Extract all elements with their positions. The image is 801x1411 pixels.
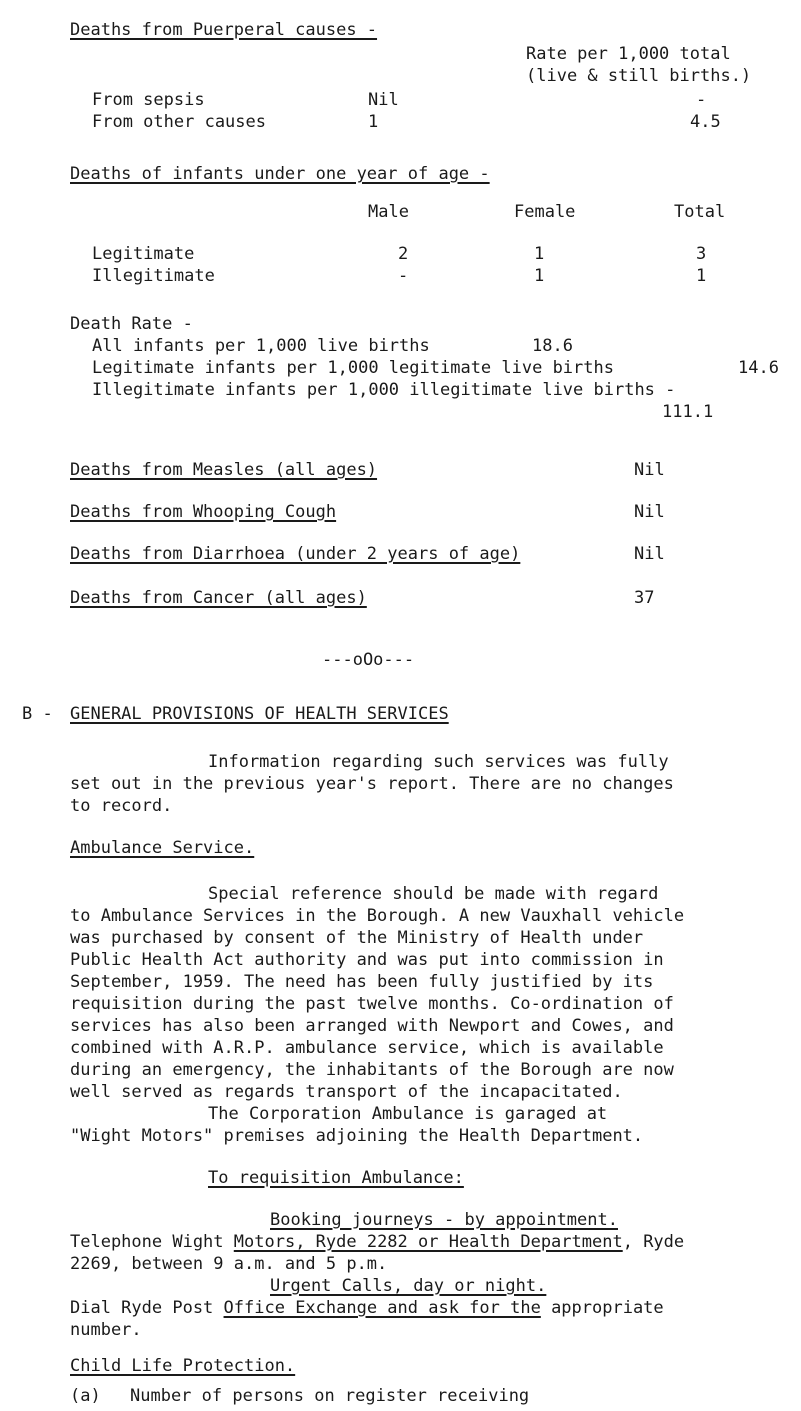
other-death-label: Deaths from Whooping Cough [70, 502, 337, 522]
death-rate-value: 18.6 [532, 336, 573, 356]
urgent-underlined: Office Exchange and ask for the [223, 1298, 541, 1318]
ambulance-line: "Wight Motors" premises adjoining the Health Department. [70, 1126, 644, 1146]
booking-prefix: Telephone Wight [70, 1232, 224, 1252]
requisition-heading: To requisition Ambulance: [208, 1168, 464, 1188]
infant-row-total: 3 [696, 244, 707, 264]
other-death-value: Nil [634, 502, 665, 522]
puerperal-row-rate: 4.5 [690, 112, 721, 132]
puerperal-row-count: Nil [368, 90, 399, 110]
ambulance-line: requisition during the past twelve months. Co-ordination of [70, 994, 674, 1014]
rate-header-line1: Rate per 1,000 total [526, 44, 731, 64]
infant-row-label: Legitimate [92, 244, 195, 264]
death-rate-text: Illegitimate infants per 1,000 illegitimate live births - [92, 380, 676, 400]
infant-row-female: 1 [534, 244, 545, 264]
ambulance-line: September, 1959. The need has been fully justified by its [70, 972, 654, 992]
ambulance-line: services has also been arranged with Newport and Cowes, and [70, 1016, 674, 1036]
ambulance-line: was purchased by consent of the Ministry of Health under [70, 928, 644, 948]
puerperal-row-rate: - [696, 90, 707, 110]
death-rate-heading: Death Rate - [70, 314, 193, 334]
ambulance-line: to Ambulance Services in the Borough. A new Vauxhall vehicle [70, 906, 685, 926]
separator: ---oOo--- [322, 650, 415, 670]
death-rate-text: Legitimate infants per 1,000 legitimate live births [92, 358, 614, 378]
booking-line2: 2269, between 9 a.m. and 5 p.m. [70, 1254, 388, 1274]
puerperal-row-label: From sepsis [92, 90, 205, 110]
child-a-label: (a) [70, 1386, 101, 1406]
other-death-value: Nil [634, 460, 665, 480]
ambulance-line: Public Health Act authority and was put into commission in [70, 950, 664, 970]
ambulance-line: Special reference should be made with regard [208, 884, 659, 904]
booking-suffix: , Ryde [622, 1232, 685, 1252]
infant-row-male: 2 [398, 244, 409, 264]
ambulance-heading: Ambulance Service. [70, 838, 255, 858]
ambulance-line: The Corporation Ambulance is garaged at [208, 1104, 608, 1124]
col-total: Total [674, 202, 726, 222]
intro-line: to record. [70, 796, 173, 816]
infant-row-female: 1 [534, 266, 545, 286]
other-death-label: Deaths from Measles (all ages) [70, 460, 378, 480]
urgent-prefix: Dial Ryde Post [70, 1298, 214, 1318]
booking-line [70, 1232, 684, 1252]
puerperal-row-count: 1 [368, 112, 379, 132]
booking-underlined: Motors, Ryde 2282 or Health Department [233, 1232, 623, 1252]
infants-heading: Deaths of infants under one year of age - [70, 164, 490, 184]
other-death-label: Deaths from Cancer (all ages) [70, 588, 367, 608]
section-letter: B - [22, 704, 53, 724]
death-rate-value: 14.6 [738, 358, 779, 378]
death-rate-value: 111.1 [662, 402, 714, 422]
urgent-heading: Urgent Calls, day or night. [270, 1276, 547, 1296]
rate-header-line2: (live & still births.) [526, 66, 752, 86]
ambulance-line: during an emergency, the inhabitants of the Borough are now [70, 1060, 674, 1080]
other-death-value: 37 [634, 588, 655, 608]
col-female: Female [514, 202, 576, 222]
other-death-value: Nil [634, 544, 665, 564]
infant-row-label: Illegitimate [92, 266, 215, 286]
puerperal-row-label: From other causes [92, 112, 266, 132]
infant-row-male: - [398, 266, 409, 286]
child-heading: Child Life Protection. [70, 1356, 296, 1376]
puerperal-heading: Deaths from Puerperal causes - [70, 20, 378, 40]
urgent-suffix: appropriate [540, 1298, 664, 1318]
urgent-line2: number. [70, 1320, 142, 1340]
death-rate-text: All infants per 1,000 live births [92, 336, 430, 356]
child-a-line1: Number of persons on register receiving [130, 1386, 530, 1406]
ambulance-line: well served as regards transport of the incapacitated. [70, 1082, 623, 1102]
intro-line: Information regarding such services was fully [208, 752, 669, 772]
infant-row-total: 1 [696, 266, 707, 286]
other-death-label: Deaths from Diarrhoea (under 2 years of age) [70, 544, 521, 564]
urgent-line [70, 1298, 664, 1318]
section-b-heading: GENERAL PROVISIONS OF HEALTH SERVICES [70, 704, 449, 724]
col-male: Male [368, 202, 409, 222]
intro-line: set out in the previous year's report. There are no changes [70, 774, 674, 794]
ambulance-line: combined with A.R.P. ambulance service, which is available [70, 1038, 664, 1058]
booking-heading: Booking journeys - by appointment. [270, 1210, 618, 1230]
